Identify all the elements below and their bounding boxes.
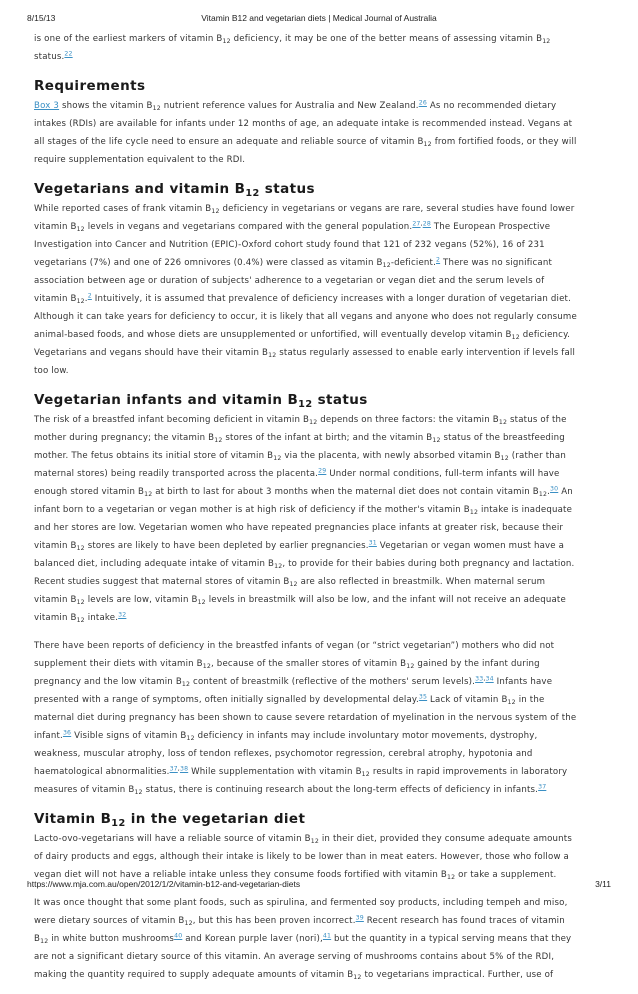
intro-paragraph: is one of the earliest markers of vitamin $B_{12}$ deficiency, it may be one of the better means of assessing vitamin $B_{12}$ status.$^{22}$: [34, 34, 551, 62]
reference-link[interactable]: 34: [485, 675, 494, 683]
reference-link[interactable]: 26: [418, 99, 427, 107]
requirements-paragraph: Box 3 shows the vitamin $B_{12}$ nutrient reference values for Australia and New Zealand.$^{26}$ As no recommended dietary intakes (RDIs) are available for infants under 12 months of age, an adequate intake is recommended instead. Vegans at all stages of the life cycle need to ensure an adequate and reliable source of vitamin $B_{12}$ from fortified foods, or they will require supplementation equivalent to the RDI.: [34, 99, 577, 165]
print-url: https://www.mja.com.au/open/2012/1/2/vitamin-b12-and-vegetarian-diets: [27, 879, 301, 889]
section-heading-vegetarians: Vegetarians and vitamin $B_{12}$ status: [34, 181, 315, 199]
reference-link[interactable]: 37: [169, 765, 178, 773]
print-date: 8/15/13: [27, 13, 56, 23]
diet-paragraph-2: It was once thought that some plant foods, such as spirulina, and fermented soy products, including tempeh and miso, were dietary sources of vitamin $B_{12}$, but this has been proven incorrect.$^{39}$ Recent research has found traces of vitamin $B_{12}$ in white button mushrooms$^{40}$ and Korean purple laver (nori),$^{41}$ but the quantity in a typical serving means that they are not a significant dietary source of this vitamin. An average serving of mushrooms contains about 5% of the RDI, making the quantity required to supply adequate amounts of vitamin $B_{12}$ to vegetarians impractical. Further, use of: [34, 898, 572, 981]
article-body: [34, 30, 579, 994]
diet-paragraph-1: Lacto-ovo-vegetarians will have a reliable source of vitamin $B_{12}$ in their diet, provided they consume adequate amounts of dairy products and eggs, although their intake is likely to be lower than in meat eaters. However, those who follow a vegan diet will not have a reliable intake unless they consume foods fortified with vitamin $B_{12}$ or take a supplement.: [34, 834, 573, 881]
print-footer: [27, 879, 611, 891]
reference-link[interactable]: 22: [64, 50, 73, 58]
reference-link[interactable]: 27: [412, 220, 421, 228]
reference-link[interactable]: 2: [87, 292, 92, 300]
page-number: 3/11: [595, 879, 611, 889]
reference-link[interactable]: 35: [418, 693, 428, 701]
reference-link[interactable]: 38: [179, 765, 189, 773]
section-heading-requirements: Requirements: [34, 78, 146, 94]
print-title: Vitamin B12 and vegetarian diets | Medical Journal of Australia: [201, 13, 437, 23]
reference-link[interactable]: 36: [62, 729, 72, 737]
reference-link[interactable]: 2: [436, 256, 441, 264]
reference-link[interactable]: 37: [538, 783, 547, 791]
reference-link[interactable]: 28: [422, 220, 431, 228]
reference-link[interactable]: 29: [318, 467, 327, 475]
reference-link[interactable]: 32: [118, 611, 127, 619]
reference-link[interactable]: 33: [475, 675, 484, 683]
vegetarians-paragraph: While reported cases of frank vitamin $B_{12}$ deficiency in vegetarians or vegans are rare, several studies have found lower vitamin $B_{12}$ levels in vegans and vegetarians compared with the general population.$^{27,28}$ The European Prospective Investigation into Cancer and Nutrition (EPIC)-Oxford cohort study found that 121 of 232 vegans (52%), 16 of 231 vegetarians (7%) and one of 226 omnivores (0.4%) were classed as vitamin $B_{12}-deficient.^2$ There was no significant association between age or duration of subjects' adherence to a vegetarian or vegan diet and the serum levels of vitamin $B_{12}.^2$ Intuitively, it is assumed that prevalence of deficiency increases with a longer duration of vegetarian diet. Although it can take years for deficiency to occur, it is likely that all vegans and anyone who does not regularly consume animal-based foods, and whose diets are unsupplemented or unfortified, will eventually develop vitamin $B_{12}$ deficiency. Vegetarians and vegans should have their vitamin $B_{12}$ status regularly assessed to enable early intervention if levels fall too low.: [34, 204, 577, 376]
reference-link[interactable]: 40: [174, 932, 183, 940]
infants-paragraph-1: The risk of a breastfed infant becoming deficient in vitamin $B_{12}$ depends on three factors: the vitamin $B_{12}$ status of the mother during pregnancy; the vitamin $B_{12}$ stores of the infant at birth; and the vitamin $B_{12}$ status of the breastfeeding mother. The fetus obtains its initial store of vitamin $B_{12}$ via the placenta, with newly absorbed vitamin $B_{12}$ (rather than maternal stores) being readily transported across the placenta.$^{29}$ Under normal conditions, full-term infants will have enough stored vitamin $B_{12}$ at birth to last for about 3 months when the maternal diet does not contain vitamin $B_{12}.^{30}$ An infant born to a vegetarian or vegan mother is at high risk of deficiency if the mother's vitamin $B_{12}$ intake is inadequate and her stores are low. Vegetarian women who have repeated pregnancies place infants at greater risk, because their vitamin $B_{12}$ stores are likely to have been depleted by earlier pregnancies.$^{31}$ Vegetarian or vegan women must have a balanced diet, including adequate intake of vitamin $B_{12}$, to provide for their babies during both pregnancy and lactation. Recent studies suggest that maternal stores of vitamin $B_{12}$ are also reflected in breastmilk. When maternal serum vitamin $B_{12}$ levels are low, vitamin $B_{12}$ levels in breastmilk will also be low, and the infant will not receive an adequate vitamin $B_{12}$ intake.$^{32}$: [34, 415, 575, 624]
section-heading-diet: Vitamin $B_{12}$ in the vegetarian diet: [34, 811, 306, 829]
section-heading-infants: Vegetarian infants and vitamin $B_{12}$ status: [34, 392, 368, 410]
reference-link[interactable]: 39: [355, 914, 364, 922]
infants-paragraph-2: There have been reports of deficiency in the breastfed infants of vegan (or “strict vegetarian”) mothers who did not supplement their diets with vitamin $B_{12}$, because of the smaller stores of vitamin $B_{12}$ gained by the infant during pregnancy and the low vitamin $B_{12}$ content of breastmilk (reflective of the mothers' serum levels).$^{33,34}$ Infants have presented with a range of symptoms, often initially signalled by developmental delay.$^{35}$ Lack of vitamin $B_{12}$ in the maternal diet during pregnancy has been shown to cause severe retardation of myelination in the nervous system of the infant.$^{36}$ Visible signs of vitamin $B_{12}$ deficiency in infants may include involuntary motor movements, dystrophy, weakness, muscular atrophy, loss of tendon reflexes, psychomotor regression, cerebral atrophy, hypotonia and haematological abnormalities.$^{37,38}$ While supplementation with vitamin $B_{12}$ results in rapid improvements in laboratory measures of vitamin $B_{12}$ status, there is continuing research about the long-term effects of deficiency in infants.$^{37}$: [34, 641, 577, 796]
print-header: [27, 13, 611, 25]
reference-link[interactable]: 31: [368, 539, 377, 547]
reference-link[interactable]: 30: [550, 485, 559, 493]
reference-link[interactable]: 41: [322, 932, 332, 940]
box-3-link[interactable]: Box 3: [34, 101, 60, 111]
